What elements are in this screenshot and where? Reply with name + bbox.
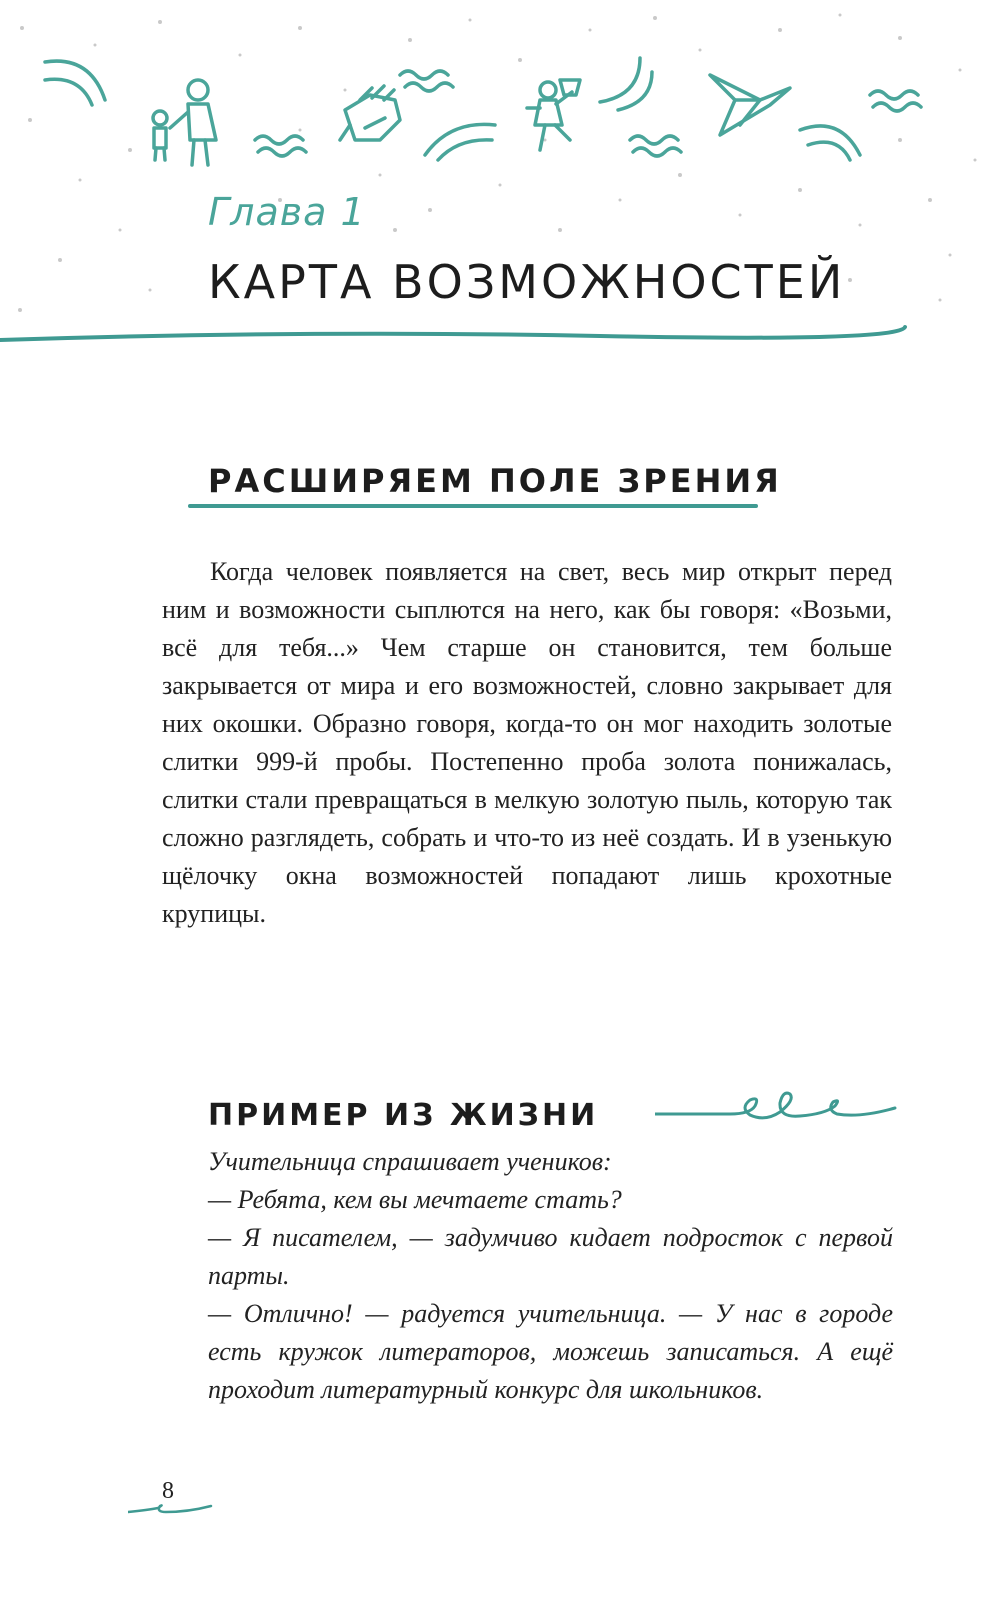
body-text: [162, 553, 892, 933]
example-heading: ПРИМЕР ИЗ ЖИЗНИ: [208, 1098, 599, 1133]
hands-icon: [340, 86, 400, 140]
example-text: [208, 1143, 893, 1409]
body-paragraph: Когда человек появляется на свет, весь мир открыт перед ним и возможности сыплются на него, как бы говоря: «Возьми, всё для тебя...» Чем старше он становится, тем больше закрывается от мира и его возможностей, словно закрывает для них окошки. Образно говоря, когда-то он мог находить золотые слитки 999-й пробы. Постепенно проба золота понижалась, слитки стали превращаться в мелкую золотую пыль, которую так сложно разглядеть, собрать и что-то из неё создать. И в узенькую щёлочку окна возможностей попадают лишь крохотные крупицы.: [162, 557, 892, 928]
arc-icon: [45, 61, 105, 105]
parent-child-icon: [153, 80, 216, 165]
girl-with-basket-icon: [527, 80, 580, 150]
page-number-flourish: [128, 1500, 213, 1516]
arc-icon: [800, 126, 860, 160]
example-line: — Я писателем, — задумчиво кидает подросток с первой парты.: [208, 1223, 893, 1290]
example-line: Учительница спрашивает учеников:: [208, 1147, 612, 1176]
wave-icon: [400, 71, 453, 91]
example-line: — Отлично! — радуется учительница. — У нас в городе есть кружок литераторов, можешь записаться. А ещё проходит литературный конкурс для школьников.: [208, 1299, 893, 1404]
chapter-title-underline: [0, 322, 910, 352]
chapter-title: КАРТА ВОЗМОЖНОСТЕЙ: [208, 255, 846, 309]
wave-icon: [630, 136, 681, 156]
section-heading: РАСШИРЯЕМ ПОЛЕ ЗРЕНИЯ: [208, 462, 782, 500]
wave-icon: [255, 136, 306, 156]
paper-bird-icon: [710, 75, 790, 135]
chapter-label: Глава 1: [208, 190, 366, 234]
header-decoration: [0, 0, 1000, 240]
section-heading-underline: [188, 504, 758, 508]
example-line: — Ребята, кем вы мечтаете стать?: [208, 1185, 622, 1214]
arc-icon: [600, 58, 652, 110]
flourish-icon: [655, 1088, 900, 1128]
arc-icon: [425, 124, 495, 160]
wave-icon: [870, 91, 921, 111]
page-number: 8: [162, 1478, 174, 1504]
